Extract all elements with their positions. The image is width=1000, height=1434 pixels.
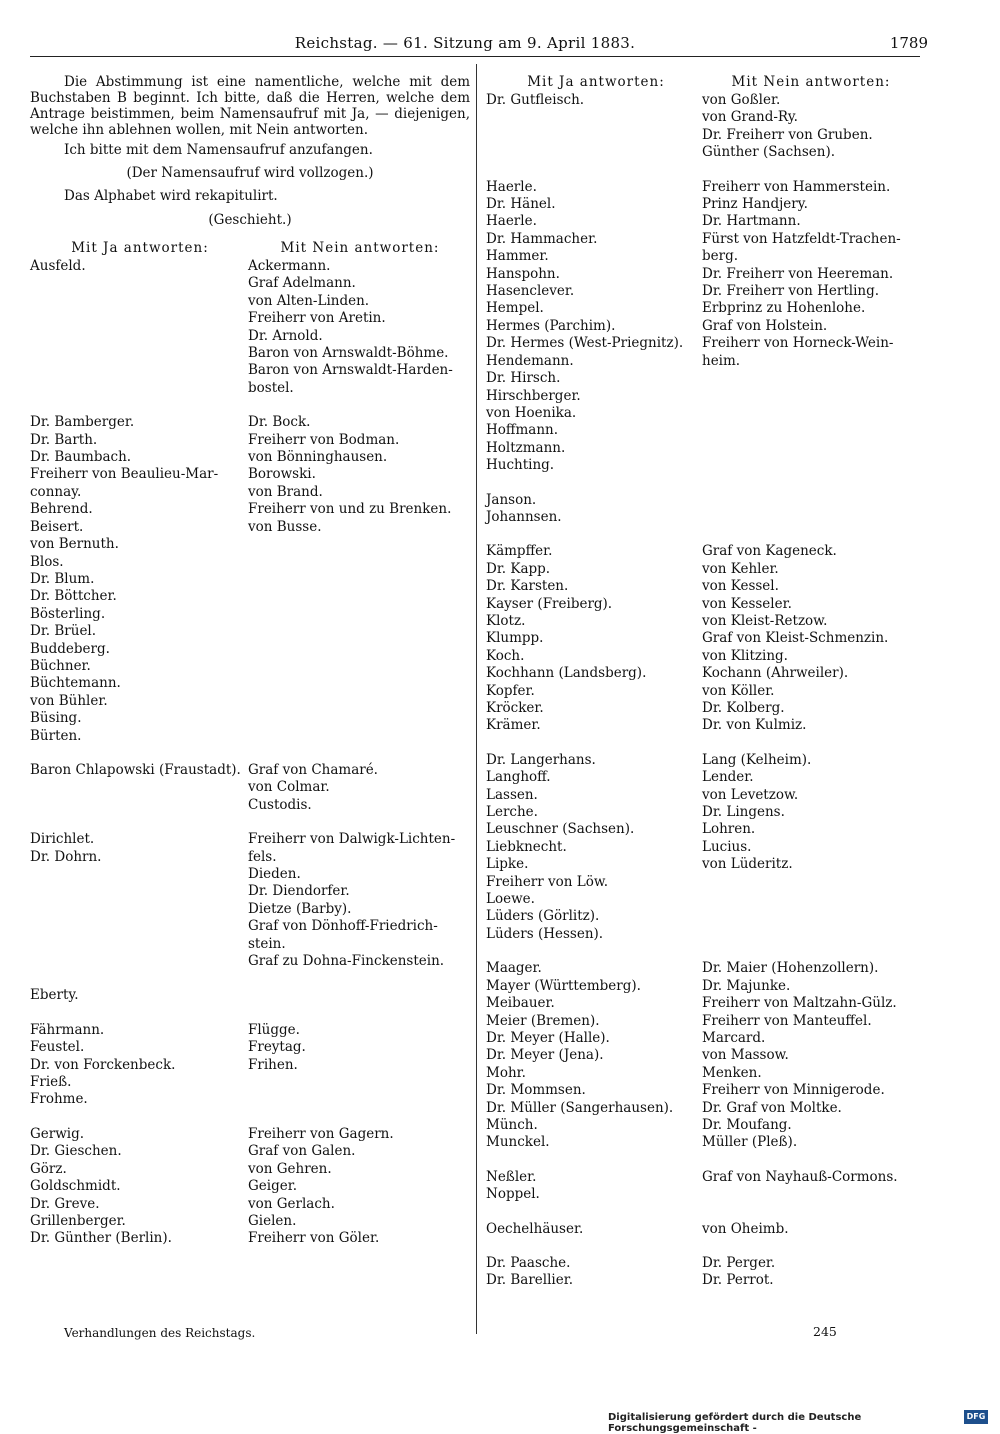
member-name: Gielen. <box>248 1212 297 1229</box>
member-name: Ausfeld. <box>30 258 86 274</box>
member-name: Eberty. <box>30 987 79 1004</box>
member-name: Lüders (Görlitz). <box>486 908 600 925</box>
nein-names <box>248 1022 470 1109</box>
member-name: Dr. Greve. <box>30 1195 100 1212</box>
member-name: Dr. Hirsch. <box>486 370 561 387</box>
member-name: von Köller. <box>702 682 775 699</box>
member-name: Dr. Gutfleisch. <box>486 92 585 108</box>
member-name: Freiherr von Göler. <box>248 1230 380 1247</box>
member-name: Graf zu Dohna-Finckenstein. <box>248 953 445 970</box>
member-name: von Gehren. <box>248 1160 332 1177</box>
member-name: von Bernuth. <box>30 536 119 553</box>
member-name: von Klitzing. <box>702 647 788 664</box>
member-name: Dr. Kapp. <box>486 560 551 577</box>
member-name: Oechelhäuser. <box>486 1220 584 1237</box>
member-name: Krämer. <box>486 717 541 734</box>
member-name: Dr. Mommsen. <box>486 1082 586 1099</box>
member-name: Goldschmidt. <box>30 1178 121 1195</box>
member-name: Günther (Sachsen). <box>702 144 836 161</box>
vote-group <box>486 1255 916 1290</box>
member-name: Frohme. <box>30 1091 88 1108</box>
nein-names <box>702 92 916 162</box>
member-name: Dr. Paasche. <box>486 1254 571 1271</box>
member-name: Dr. Müller (Sangerhausen). <box>486 1099 674 1116</box>
member-name: Dr. Perger. <box>702 1254 776 1271</box>
member-name: Freiherr von und zu Brenken. <box>248 501 452 518</box>
member-name: Leuschner (Sachsen). <box>486 821 635 838</box>
ja-names <box>486 92 702 162</box>
procedural-note-2: (Geschieht.) <box>208 212 292 228</box>
member-name: bostel. <box>248 379 294 396</box>
member-name: von Alten-Linden. <box>248 292 370 309</box>
ja-names <box>30 1126 248 1248</box>
member-name: Dr. Freiherr von Hertling. <box>702 283 880 300</box>
member-name: Ackermann. <box>248 258 331 274</box>
member-name: Graf von Chamaré. <box>248 761 378 778</box>
member-name: connay. <box>30 483 82 500</box>
member-name: Dr. Hänel. <box>486 196 556 213</box>
nein-names <box>248 258 470 397</box>
vote-group <box>30 414 470 745</box>
member-name: Meier (Bremen). <box>486 1012 600 1029</box>
member-name: Freiherr von Beaulieu-Mar- <box>30 466 219 483</box>
member-name: Dr. Lingens. <box>702 804 785 821</box>
member-name: Frihen. <box>248 1056 298 1073</box>
ja-names <box>30 1022 248 1109</box>
member-name: Görz. <box>30 1160 67 1177</box>
member-name: Baron von Arnswaldt-Böhme. <box>248 345 449 362</box>
member-name: Dr. Meyer (Halle). <box>486 1029 610 1046</box>
member-name: Dr. Perrot. <box>702 1272 774 1289</box>
member-name: Dr. Barellier. <box>486 1272 573 1289</box>
signature-mark: 245 <box>813 1324 837 1339</box>
member-name: von Kehler. <box>702 560 779 577</box>
intro-text <box>30 74 470 228</box>
member-name: Hermes (Parchim). <box>486 317 616 334</box>
member-name: Freytag. <box>248 1039 306 1056</box>
heading-ja-right: Mit Ja antworten: <box>527 74 665 90</box>
member-name: Flügge. <box>248 1021 300 1038</box>
member-name: Dr. Brüel. <box>30 623 97 640</box>
vote-group <box>486 543 916 734</box>
right-column <box>486 74 916 1290</box>
member-name: Dr. Böttcher. <box>30 588 117 605</box>
member-name: Dr. Dohrn. <box>30 848 102 865</box>
ja-names <box>486 543 702 734</box>
member-name: Kopfer. <box>486 682 535 699</box>
member-name: Dr. Blum. <box>30 570 95 587</box>
ja-names <box>486 179 702 475</box>
member-name: Loewe. <box>486 891 535 908</box>
member-name: Büchner. <box>30 657 91 674</box>
member-name: Dr. Barth. <box>30 431 98 448</box>
nein-names <box>248 762 470 814</box>
digitization-notice: Digitalisierung gefördert durch die Deutsche Forschungsgemeinschaft - <box>608 1412 862 1434</box>
member-name: Custodis. <box>248 796 312 813</box>
member-name: Liebknecht. <box>486 838 567 855</box>
vote-group <box>486 1221 916 1238</box>
nein-names <box>702 543 916 734</box>
member-name: Lohren. <box>702 821 756 838</box>
left-vote-list <box>30 258 470 1248</box>
member-name: Dieden. <box>248 866 301 882</box>
member-name: von Bühler. <box>30 692 108 709</box>
member-name: Dr. Karsten. <box>486 578 569 595</box>
ja-names <box>30 987 248 1004</box>
member-name: Klotz. <box>486 612 526 629</box>
ja-names <box>30 762 248 814</box>
member-name: Hanspohn. <box>486 265 560 282</box>
member-name: Freiherr von Gagern. <box>248 1125 394 1142</box>
member-name: von Grand-Ry. <box>702 109 798 126</box>
member-name: Dr. Arnold. <box>248 327 323 344</box>
member-name: Baron von Arnswaldt-Harden- <box>248 362 453 379</box>
ja-names <box>486 1221 702 1238</box>
member-name: Dr. Graf von Moltke. <box>702 1099 842 1116</box>
intro-paragraph: Die Abstimmung ist eine namentliche, welche mit dem Buchstaben B beginnt. Ich bitte, daß die Herren, welche dem Antrage beistimmen, beim Namensaufruf mit Ja, — diejenigen, welche ihn ablehnen wollen, mit Nein antworten. <box>30 74 470 138</box>
member-name: von Oheimb. <box>702 1220 789 1237</box>
member-name: Maager. <box>486 960 542 977</box>
header-title: Reichstag. — 61. Sitzung am 9. April 1883. <box>294 34 636 52</box>
nein-names <box>702 179 916 475</box>
member-name: Kröcker. <box>486 700 544 716</box>
running-header <box>30 34 928 56</box>
member-name: von Goßler. <box>702 92 781 108</box>
member-name: Dr. Gieschen. <box>30 1143 122 1160</box>
member-name: Graf von Holstein. <box>702 317 828 334</box>
nein-names <box>248 831 470 970</box>
member-name: Dr. Hermes (West-Priegnitz). <box>486 335 684 352</box>
member-name: Büchtemann. <box>30 675 121 692</box>
nein-names <box>248 987 470 1004</box>
member-name: Dr. Bamberger. <box>30 414 135 431</box>
member-name: Hammer. <box>486 248 549 265</box>
member-name: von Massow. <box>702 1047 789 1064</box>
vote-group <box>30 987 470 1004</box>
ja-names <box>486 1169 702 1204</box>
member-name: Dietze (Barby). <box>248 900 352 917</box>
heading-ja: Mit Ja antworten: <box>71 240 209 256</box>
member-name: Graf Adelmann. <box>248 275 356 292</box>
member-name: Haerle. <box>486 178 537 195</box>
member-name: Dr. Meyer (Jena). <box>486 1047 604 1064</box>
member-name: Fürst von Hatzfeldt-Trachen- <box>702 230 901 247</box>
member-name: Büsing. <box>30 710 82 727</box>
member-name: Hempel. <box>486 300 544 317</box>
member-name: Geiger. <box>248 1178 297 1195</box>
member-name: fels. <box>248 848 277 865</box>
nein-names <box>702 752 916 943</box>
ja-names <box>486 1255 702 1290</box>
member-name: Freiherr von Aretin. <box>248 310 386 327</box>
member-name: Kochann (Ahrweiler). <box>702 665 849 682</box>
member-name: Dr. Bock. <box>248 414 311 431</box>
member-name: Klumpp. <box>486 630 544 647</box>
member-name: Kayser (Freiberg). <box>486 595 613 612</box>
member-name: Lassen. <box>486 786 538 803</box>
ja-names <box>486 752 702 943</box>
member-name: Koch. <box>486 647 525 664</box>
member-name: Grillenberger. <box>30 1212 126 1229</box>
member-name: Meibauer. <box>486 995 555 1012</box>
vote-group <box>486 179 916 475</box>
right-vote-list <box>486 92 916 1290</box>
member-name: Lipke. <box>486 856 529 873</box>
member-name: Feustel. <box>30 1039 85 1056</box>
column-divider <box>476 64 477 1334</box>
member-name: Hendemann. <box>486 352 574 369</box>
procedural-note: (Der Namensaufruf wird vollzogen.) <box>126 165 374 181</box>
member-name: Holtzmann. <box>486 439 566 456</box>
vote-group <box>486 492 916 527</box>
vote-group <box>486 960 916 1151</box>
member-name: Hoffmann. <box>486 422 559 439</box>
member-name: Frieß. <box>30 1074 72 1091</box>
member-name: Lender. <box>702 769 754 786</box>
member-name: Freiherr von Minnigerode. <box>702 1082 885 1099</box>
member-name: Dr. von Forckenbeck. <box>30 1056 176 1073</box>
member-name: von Bönninghausen. <box>248 449 388 466</box>
header-rule <box>30 56 920 57</box>
member-name: Lang (Kelheim). <box>702 751 812 768</box>
member-name: von Lüderitz. <box>702 856 793 873</box>
vote-group <box>30 258 470 397</box>
member-name: Mayer (Württemberg). <box>486 977 641 994</box>
vote-group <box>486 92 916 162</box>
member-name: Dr. Günther (Berlin). <box>30 1230 172 1247</box>
member-name: Behrend. <box>30 501 93 518</box>
vote-group <box>30 762 470 814</box>
member-name: Hirschberger. <box>486 387 581 404</box>
member-name: Johannsen. <box>486 508 562 525</box>
left-column <box>30 74 470 1248</box>
member-name: Graf von Kageneck. <box>702 543 837 560</box>
nein-names <box>702 960 916 1151</box>
member-name: Huchting. <box>486 457 555 474</box>
member-name: von Kesseler. <box>702 595 792 612</box>
vote-group <box>30 1126 470 1248</box>
member-name: Marcard. <box>702 1029 766 1046</box>
vote-group <box>30 831 470 970</box>
member-name: Hasenclever. <box>486 283 575 300</box>
member-name: Lüders (Hessen). <box>486 925 604 942</box>
intro-paragraph-2: Ich bitte mit dem Namensaufruf anzufangen. <box>64 142 373 158</box>
member-name: Noppel. <box>486 1186 540 1203</box>
member-name: Menken. <box>702 1064 762 1081</box>
member-name: Dr. Majunke. <box>702 977 791 994</box>
member-name: von Levetzow. <box>702 786 799 803</box>
member-name: Freiherr von Löw. <box>486 873 609 890</box>
member-name: Beisert. <box>30 518 84 535</box>
member-name: Janson. <box>486 491 537 508</box>
member-name: berg. <box>702 248 739 265</box>
member-name: Langhoff. <box>486 769 551 786</box>
member-name: Buddeberg. <box>30 640 110 657</box>
member-name: Borowski. <box>248 466 316 483</box>
vote-group <box>30 1022 470 1109</box>
ja-names <box>30 258 248 397</box>
member-name: von Hoenika. <box>486 404 577 421</box>
member-name: Dirichlet. <box>30 831 95 848</box>
nein-names <box>248 414 470 745</box>
vote-group <box>486 752 916 943</box>
dfg-logo: DFG <box>964 1410 988 1424</box>
vote-column-headings-right <box>486 74 916 90</box>
member-name: Erbprinz zu Hohenlohe. <box>702 300 866 317</box>
member-name: Dr. Maier (Hohenzollern). <box>702 960 879 977</box>
vote-column-headings <box>30 240 470 256</box>
member-name: stein. <box>248 935 286 952</box>
member-name: Dr. Hammacher. <box>486 230 598 247</box>
member-name: Graf von Nayhauß-Cormons. <box>702 1168 898 1185</box>
member-name: Blos. <box>30 553 64 570</box>
member-name: Baron Chlapowski (Fraustadt). <box>30 761 241 778</box>
member-name: von Kessel. <box>702 578 779 595</box>
ja-names <box>30 831 248 970</box>
member-name: Freiherr von Bodman. <box>248 431 400 448</box>
intro-paragraph-3: Das Alphabet wird rekapitulirt. <box>64 188 278 204</box>
member-name: Freiherr von Hammerstein. <box>702 178 891 195</box>
member-name: Freiherr von Maltzahn-Gülz. <box>702 995 897 1012</box>
member-name: von Brand. <box>248 483 323 500</box>
member-name: Lerche. <box>486 804 538 821</box>
member-name: Dr. Kolberg. <box>702 700 785 716</box>
member-name: Graf von Dönhoff-Friedrich- <box>248 918 438 935</box>
member-name: Bürten. <box>30 727 82 744</box>
heading-nein: Mit Nein antworten: <box>280 240 440 256</box>
member-name: von Colmar. <box>248 779 330 796</box>
page-number: 1789 <box>889 34 928 52</box>
nein-names <box>702 1255 916 1290</box>
member-name: Prinz Handjery. <box>702 196 808 213</box>
member-name: Bösterling. <box>30 605 106 622</box>
member-name: von Kleist-Retzow. <box>702 612 828 629</box>
member-name: Dr. Baumbach. <box>30 449 132 466</box>
footer-source: Verhandlungen des Reichstags. <box>64 1326 256 1340</box>
member-name: Dr. von Kulmiz. <box>702 717 807 734</box>
ja-names <box>486 492 702 527</box>
heading-nein-right: Mit Nein antworten: <box>731 74 891 90</box>
member-name: Freiherr von Horneck-Wein- <box>702 335 894 352</box>
member-name: Dr. Moufang. <box>702 1116 792 1133</box>
ja-names <box>30 414 248 745</box>
member-name: Lucius. <box>702 838 752 855</box>
nein-names <box>702 1221 916 1238</box>
member-name: von Busse. <box>248 518 322 535</box>
member-name: von Gerlach. <box>248 1195 335 1212</box>
member-name: heim. <box>702 352 741 369</box>
member-name: Dr. Freiherr von Heereman. <box>702 265 894 282</box>
member-name: Kämpffer. <box>486 543 553 560</box>
member-name: Freiherr von Manteuffel. <box>702 1012 872 1029</box>
member-name: Mohr. <box>486 1064 526 1081</box>
member-name: Neßler. <box>486 1168 537 1185</box>
member-name: Kochhann (Landsberg). <box>486 665 647 682</box>
member-name: Dr. Diendorfer. <box>248 883 350 900</box>
member-name: Graf von Kleist-Schmenzin. <box>702 630 889 647</box>
member-name: Dr. Langerhans. <box>486 751 596 768</box>
member-name: Freiherr von Dalwigk-Lichten- <box>248 831 456 848</box>
vote-group <box>486 1169 916 1204</box>
ja-names <box>486 960 702 1151</box>
nein-names <box>702 1169 916 1204</box>
member-name: Dr. Freiherr von Gruben. <box>702 126 873 143</box>
member-name: Haerle. <box>486 213 537 230</box>
member-name: Munckel. <box>486 1134 550 1151</box>
member-name: Dr. Hartmann. <box>702 213 801 230</box>
member-name: Graf von Galen. <box>248 1143 356 1160</box>
member-name: Gerwig. <box>30 1125 85 1142</box>
nein-names <box>248 1126 470 1248</box>
member-name: Müller (Pleß). <box>702 1134 798 1151</box>
member-name: Fährmann. <box>30 1021 105 1038</box>
nein-names <box>702 492 916 527</box>
member-name: Münch. <box>486 1116 538 1133</box>
